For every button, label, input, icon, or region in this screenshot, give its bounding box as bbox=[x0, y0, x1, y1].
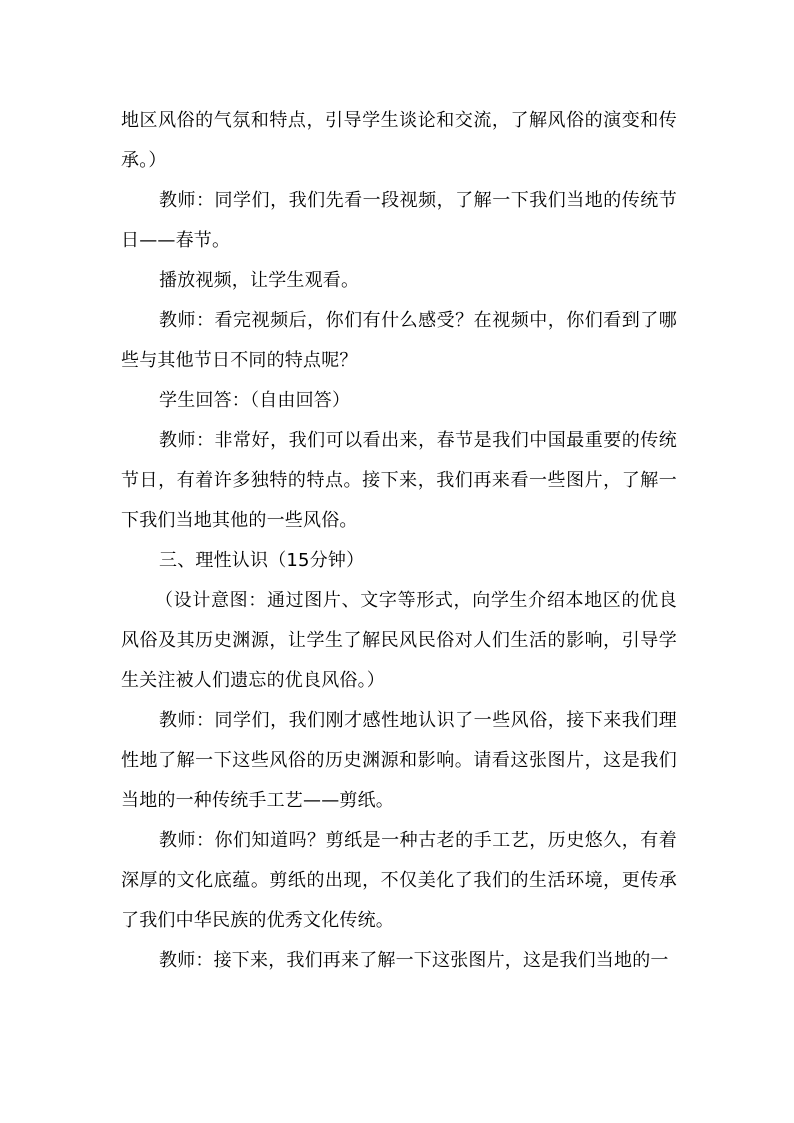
paragraph-teacher-video-intro: 教师：同学们，我们先看一段视频，了解一下我们当地的传统节日——春节。 bbox=[121, 190, 677, 251]
paragraph-play-video: 播放视频，让学生观看。 bbox=[159, 270, 360, 291]
paragraph-student-answer: 学生回答：（自由回答） bbox=[159, 390, 351, 411]
paragraph-teacher-spring-festival: 教师：非常好，我们可以看出来，春节是我们中国最重要的传统节日，有着许多独特的特点。接下来，我们再来看一些图片，了解一下我们当地其他的一些风俗。 bbox=[121, 430, 677, 531]
paragraph-continuation: 地区风俗的气氛和特点，引导学生谈论和交流，了解风俗的演变和传承。） bbox=[121, 110, 677, 171]
paragraph-teacher-next-picture: 教师：接下来，我们再来了解一下这张图片，这是我们当地的一 bbox=[159, 950, 669, 971]
paragraph-teacher-paper-cutting-history: 教师：你们知道吗？剪纸是一种古老的手工艺，历史悠久，有着深厚的文化底蕴。剪纸的出现，不仅美化了我们的生活环境，更传承了我们中华民族的优秀文化传统。 bbox=[121, 830, 677, 931]
paragraph-teacher-question: 教师：看完视频后，你们有什么感受？在视频中，你们看到了哪些与其他节日不同的特点呢？ bbox=[121, 310, 677, 371]
section-heading-rational-understanding: 三、理性认识（15分钟） bbox=[159, 550, 365, 571]
paragraph-teacher-paper-cutting-intro: 教师：同学们，我们刚才感性地认识了一些风俗，接下来我们理性地了解一下这些风俗的历史渊源和影响。请看这张图片，这是我们当地的一种传统手工艺——剪纸。 bbox=[121, 710, 677, 811]
paragraph-design-intent: （设计意图：通过图片、文字等形式，向学生介绍本地区的优良风俗及其历史渊源，让学生了解民风民俗对人们生活的影响，引导学生关注被人们遗忘的优良风俗。） bbox=[121, 590, 677, 691]
document-content bbox=[121, 101, 677, 981]
